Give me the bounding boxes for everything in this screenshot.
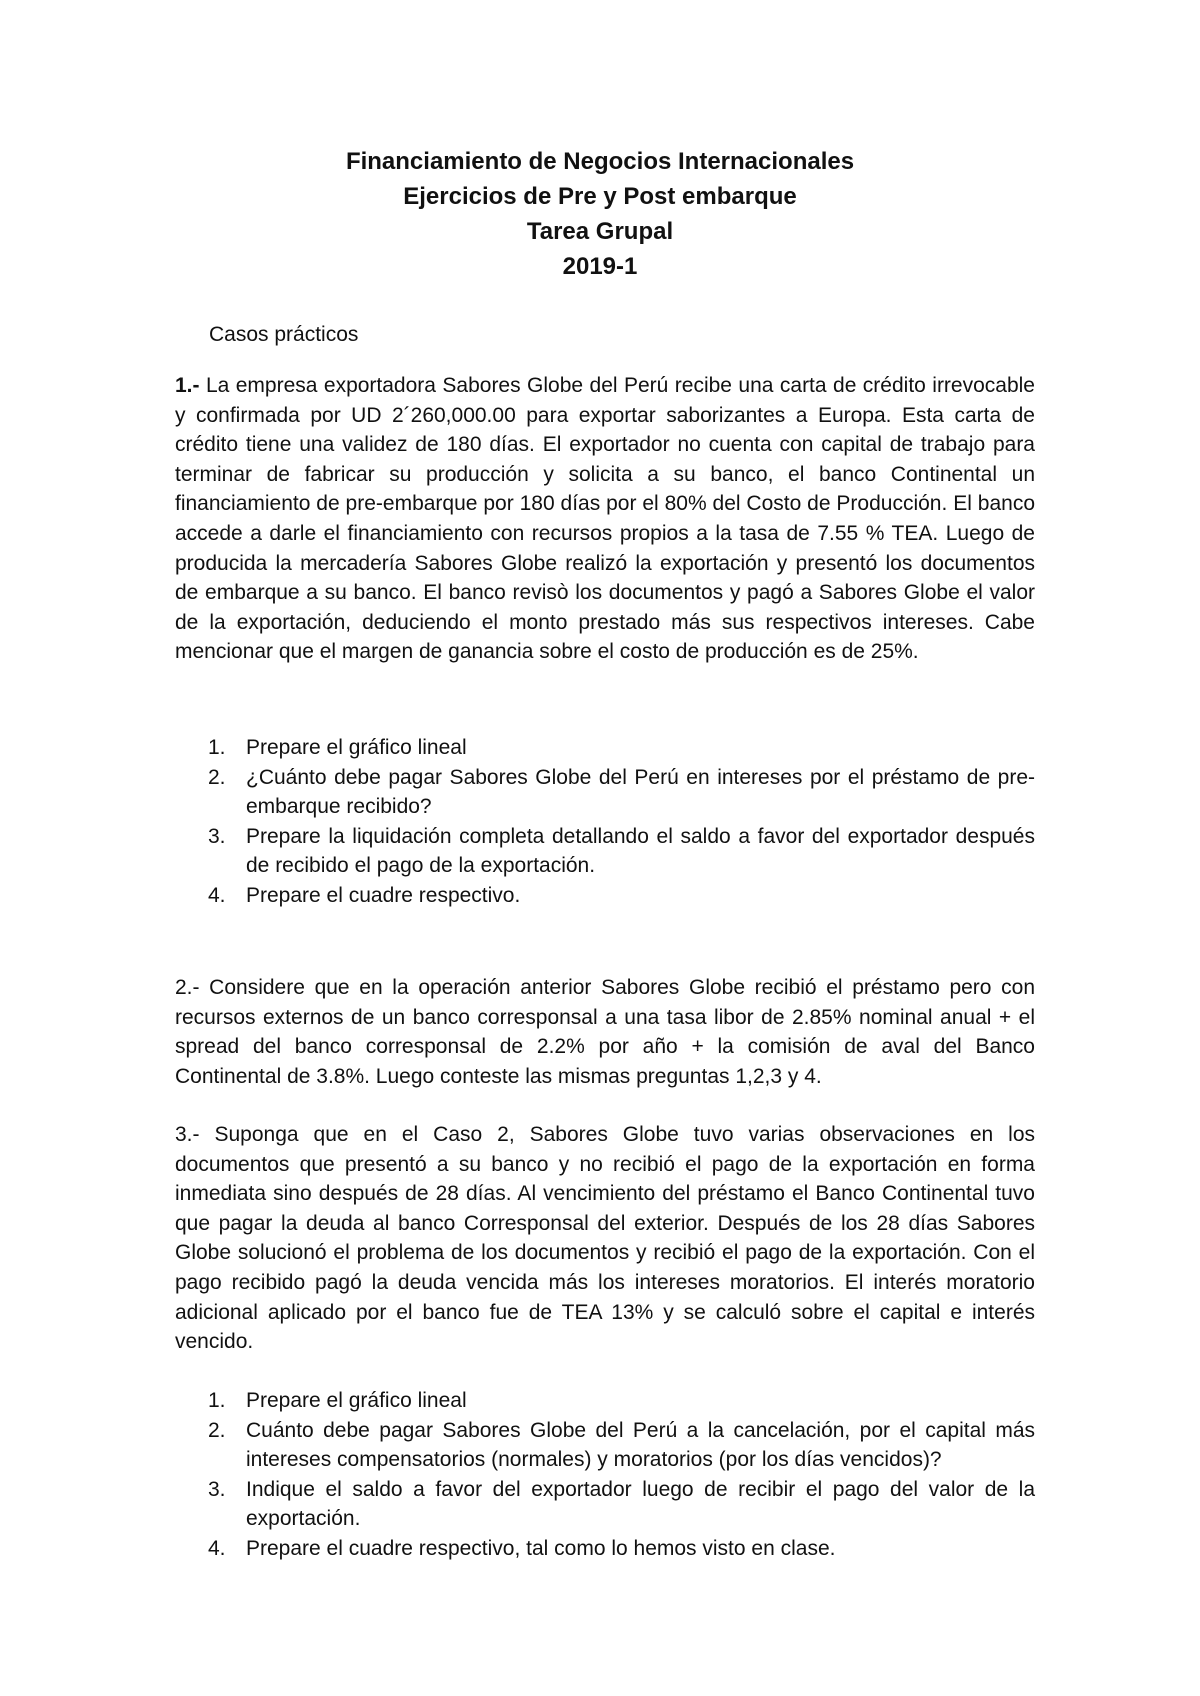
- list-item: [175, 1475, 1035, 1534]
- question-text: Prepare la liquidación completa detallando el saldo a favor del exportador después de recibido el pago de la exportación.: [246, 824, 1035, 878]
- question-text: Cuánto debe pagar Sabores Globe del Perú a la cancelación, por el capital más intereses compensatorios (normales) y moratorios (por los días vencidos)?: [246, 1418, 1035, 1472]
- list-item: [175, 822, 1035, 881]
- document-header: [0, 144, 1200, 284]
- list-marker: 4.: [208, 883, 226, 907]
- case-1-text: La empresa exportadora Sabores Globe del Perú recibe una carta de crédito irrevocable y confirmada por UD 2´260,000.00 para exportar saborizantes a Europa. Esta carta de crédito tiene una validez de 180 días. El exportador no cuenta con capital de trabajo para terminar de fabricar su producción y solicita a su banco, el banco Continental un financiamiento de pre-embarque por 180 días por el 80% del Costo de Producción. El banco accede a darle el financiamiento con recursos propios a la tasa de 7.55 % TEA. Luego de producida la mercadería Sabores Globe realizó la exportación y presentó los documentos de embarque a su banco. El banco revisò los documentos y pagó a Sabores Globe el valor de la exportación, deduciendo el monto prestado más sus respectivos intereses. Cabe mencionar que el margen de ganancia sobre el costo de producción es de 25%.: [175, 374, 1035, 664]
- list-marker: 2.: [208, 1418, 226, 1442]
- question-text: ¿Cuánto debe pagar Sabores Globe del Perú en intereses por el préstamo de pre-embarque recibido?: [246, 765, 1035, 819]
- list-item: [175, 1534, 1035, 1564]
- question-text: Prepare el cuadre respectivo.: [246, 883, 521, 907]
- term-label: 2019-1: [562, 253, 638, 280]
- question-text: Prepare el gráfico lineal: [246, 1389, 467, 1412]
- list-item: [175, 1386, 1035, 1416]
- list-marker: 2.: [208, 765, 226, 789]
- case-2-paragraph: 2.- Considere que en la operación anterior Sabores Globe recibió el préstamo pero con recursos externos de un banco corresponsal a una tasa libor de 2.85% nominal anual + el spread del banco corresponsal de 2.2% por año + la comisión de aval del Banco Continental de 3.8%. Luego conteste las mismas preguntas 1,2,3 y 4.: [175, 976, 1035, 1088]
- question-text: Prepare el gráfico lineal: [246, 736, 467, 759]
- list-marker: 1.: [208, 736, 226, 759]
- list-marker: 3.: [208, 824, 226, 848]
- list-item: [175, 1416, 1035, 1475]
- course-title: Financiamiento de Negocios Internacionales: [345, 148, 855, 175]
- list-marker: 3.: [208, 1477, 226, 1501]
- section-heading: Casos prácticos: [209, 323, 359, 346]
- assignment-type: Tarea Grupal: [526, 218, 674, 245]
- question-text: Indique el saldo a favor del exportador luego de recibir el pago del valor de la exportación.: [246, 1477, 1035, 1531]
- question-text: Prepare el cuadre respectivo, tal como lo hemos visto en clase.: [246, 1536, 836, 1560]
- list-item: [175, 763, 1035, 822]
- list-marker: 4.: [208, 1536, 226, 1560]
- case-3-paragraph: 3.- Suponga que en el Caso 2, Sabores Globe tuvo varias observaciones en los documentos que presentó a su banco y no recibió el pago de la exportación en forma inmediata sino después de 28 días. Al vencimiento del préstamo el Banco Continental tuvo que pagar la deuda al banco Corresponsal del exterior. Después de los 28 días Sabores Globe solucionó el problema de los documentos y recibió el pago de la exportación. Con el pago recibido pagó la deuda vencida más los intereses moratorios. El interés moratorio adicional aplicado por el banco fue de TEA 13% y se calculó sobre el capital e interés vencido.: [175, 1123, 1035, 1354]
- case-3-questions: [175, 1386, 1035, 1564]
- document-subtitle: Ejercicios de Pre y Post embarque: [403, 183, 797, 210]
- case-1-number: 1.-: [175, 374, 200, 397]
- case-1-questions: [175, 733, 1035, 911]
- list-item: [175, 881, 1035, 911]
- list-item: [175, 733, 1035, 763]
- case-1-paragraph: [175, 371, 1035, 667]
- list-marker: 1.: [208, 1389, 226, 1412]
